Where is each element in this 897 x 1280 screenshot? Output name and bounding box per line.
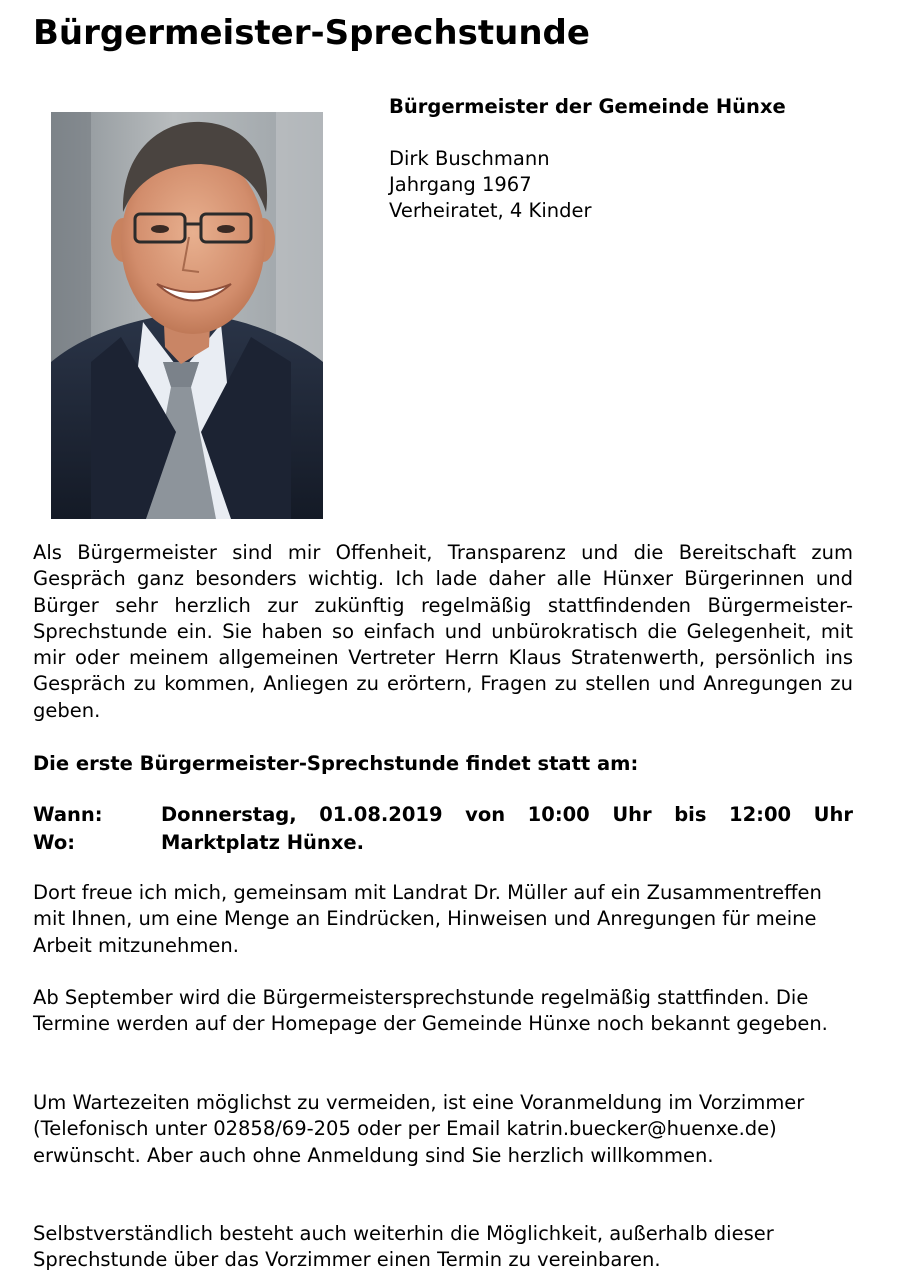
intro-paragraph: Als Bürgermeister sind mir Offenheit, Transparenz und die Bereitschaft zum Gespräch ganz besonders wichtig. Ich lade daher alle Hünxer Bürgerinnen und Bürger sehr herzlich zur zukünftig regelmäßig stattfindenden Bürgermeister-Sprechstunde ein. Sie haben so einfach und unbürokratisch die Gelegenheit, mit mir oder meinem allgemeinen Vertreter Herrn Klaus Stratenwerth, persönlich ins Gespräch zu kommen, Anliegen zu erörtern, Fragen zu stellen und Anregungen zu geben. bbox=[33, 541, 853, 722]
profile-heading: Bürgermeister der Gemeinde Hünxe bbox=[389, 95, 786, 118]
closing-paragraph: Selbstverständlich besteht auch weiterhin die Möglichkeit, außerhalb dieser Sprechstunde über das Vorzimmer einen Termin zu vereinbaren. bbox=[33, 1222, 774, 1272]
profile-info bbox=[389, 94, 869, 224]
page-title: Bürgermeister-Sprechstunde bbox=[33, 13, 590, 53]
meeting-paragraph: Dort freue ich mich, gemeinsam mit Landrat Dr. Müller auf ein Zusammentreffen mit Ihnen, um eine Menge an Eindrücken, Hinweisen und Anregungen für meine Arbeit mitzunehmen. bbox=[33, 881, 822, 957]
where-value: Marktplatz Hünxe. bbox=[161, 831, 365, 854]
portrait-photo-icon bbox=[51, 112, 323, 519]
schedule-block bbox=[33, 801, 853, 857]
schedule-where-row bbox=[33, 829, 853, 857]
registration-paragraph: Um Wartezeiten möglichst zu vermeiden, ist eine Voranmeldung im Vorzimmer (Telefonisch unter 02858/69-205 oder per Email katrin.buecker@huenxe.de) erwünscht. Aber auch ohne Anmeldung sind Sie herzlich willkommen. bbox=[33, 1091, 805, 1167]
mayor-portrait-photo bbox=[51, 112, 323, 519]
when-label: Wann: bbox=[33, 803, 103, 826]
announcement-heading: Die erste Bürgermeister-Sprechstunde findet statt am: bbox=[33, 752, 639, 775]
where-label: Wo: bbox=[33, 831, 76, 854]
profile-birth-year: Jahrgang 1967 bbox=[389, 173, 532, 196]
when-value: Donnerstag, 01.08.2019 von 10:00 Uhr bis 12:00 Uhr bbox=[161, 803, 853, 826]
september-paragraph: Ab September wird die Bürgermeistersprechstunde regelmäßig stattfinden. Die Termine werden auf der Homepage der Gemeinde Hünxe noch bekannt gegeben. bbox=[33, 986, 828, 1036]
schedule-when-row bbox=[33, 801, 853, 829]
profile-family: Verheiratet, 4 Kinder bbox=[389, 199, 592, 222]
profile-name: Dirk Buschmann bbox=[389, 147, 550, 170]
